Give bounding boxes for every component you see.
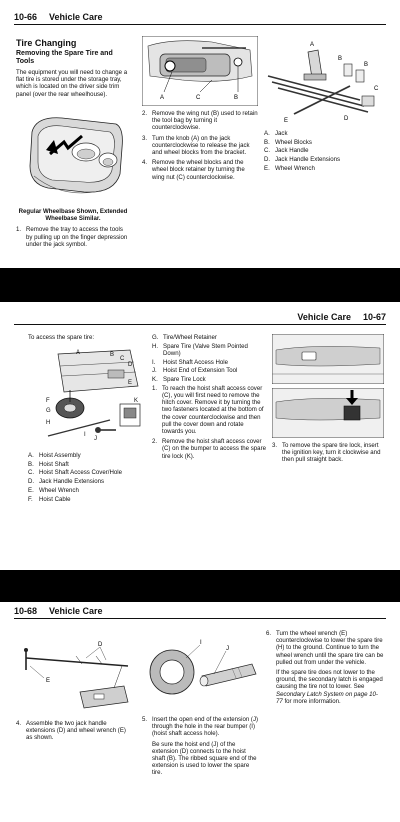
- step-number: 2.: [152, 438, 158, 446]
- step-text: To remove the spare tire lock, insert the ignition key, turn it clockwise and then pull straight back.: [282, 442, 381, 464]
- step-number: 4.: [16, 720, 22, 727]
- section-title: Vehicle Care: [297, 312, 351, 322]
- column-2: [142, 110, 258, 184]
- legend-item: [264, 156, 384, 163]
- fig-label-f: F: [46, 398, 50, 404]
- fig-label-a: A: [76, 350, 81, 356]
- page3-step: [142, 716, 260, 738]
- legend-value: Hoist End of Extension Tool: [163, 367, 238, 375]
- legend-item: [28, 478, 146, 485]
- page1-step: [142, 159, 258, 181]
- legend-key: E.: [264, 164, 270, 172]
- column-1: [16, 720, 134, 745]
- legend-key: C.: [28, 469, 35, 477]
- legend-key: H.: [152, 342, 159, 350]
- step-6-note: [266, 669, 384, 705]
- page2-step: [152, 438, 266, 460]
- legend-item: [28, 496, 146, 503]
- legend-key: F.: [28, 495, 33, 503]
- figure-caption: Regular Wheelbase Shown, Extended Wheelbase Similar.: [18, 208, 128, 223]
- fig-label-g: G: [46, 408, 51, 414]
- cross-reference-link[interactable]: Secondary Latch System on page 10-77: [276, 690, 378, 705]
- legend-key: A.: [28, 452, 34, 459]
- page-separator: [0, 570, 400, 602]
- fig-label-d: D: [344, 116, 349, 122]
- fig-label-j: J: [94, 436, 97, 442]
- legend-column-1: [28, 452, 146, 504]
- legend-key: K.: [152, 376, 158, 384]
- legend-value: Hoist Assembly: [39, 452, 81, 459]
- legend-value: Spare Tire Lock: [163, 376, 206, 384]
- column-3: [266, 630, 384, 708]
- header-rule: [14, 618, 386, 619]
- intro-paragraph: The equipment you will need to change a flat tire is stored under the storage tray, which is located on the driver side trim panel (over the rear wheelhouse).: [16, 69, 128, 98]
- fig-label-a: A: [160, 95, 165, 101]
- bumper-closeup-illustration-top: [272, 334, 384, 384]
- legend-item: [28, 461, 146, 468]
- fig-label-i: I: [200, 640, 202, 646]
- fig-label-c: C: [374, 86, 379, 92]
- legend-value: Wheel Blocks: [275, 138, 312, 146]
- page-header: [14, 310, 386, 322]
- legend-value: Hoist Cable: [39, 495, 71, 503]
- page1-step: [142, 135, 258, 157]
- note-text-end: for more information.: [282, 697, 341, 705]
- column-1: [16, 38, 130, 101]
- legend-item: [264, 139, 384, 146]
- legend-key: B.: [28, 460, 34, 468]
- column-3: [272, 442, 384, 467]
- legend-value: Hoist Shaft: [39, 460, 69, 468]
- page3-step: [16, 720, 134, 742]
- page2-step: [152, 385, 266, 435]
- legend-key: J.: [152, 367, 157, 375]
- header-rule: [14, 324, 386, 325]
- column-2: [152, 334, 266, 463]
- page-header: [14, 604, 386, 616]
- header-rule: [14, 24, 386, 25]
- legend-key: B.: [264, 138, 270, 146]
- assembled-extensions-illustration: [16, 636, 134, 716]
- fig-label-d: D: [128, 362, 133, 368]
- fig-label-a: A: [310, 42, 315, 48]
- legend-item: [28, 487, 146, 494]
- legend-value: Spare Tire (Valve Stem Pointed Down): [163, 342, 248, 357]
- page1-step: [16, 226, 130, 248]
- legend-key: A.: [264, 130, 270, 137]
- legend-value: Jack Handle: [275, 147, 309, 155]
- legend-key: C.: [264, 147, 271, 155]
- fig-label-b: B: [234, 95, 239, 101]
- legend-value: Hoist Shaft Access Hole: [163, 358, 229, 366]
- page1-step: [142, 110, 258, 132]
- subsection-heading: Removing the Spare Tire and Tools: [16, 50, 113, 65]
- fig-label-i: I: [84, 432, 86, 438]
- section-title: Vehicle Care: [49, 12, 103, 22]
- legend-value: Jack Handle Extensions: [39, 478, 105, 486]
- column-1: [28, 334, 142, 344]
- step-text: Turn the wheel wrench (E) counterclockwise to lower the spare tire (H) to the ground. Continue to turn the wheel wrench until the spare tire can be pulled out from under the vehicle.: [276, 630, 384, 666]
- page-number: 10-67: [362, 312, 386, 322]
- page-header: [14, 10, 386, 22]
- jack-compartment-illustration: [142, 36, 258, 106]
- step-number: 3.: [142, 134, 148, 142]
- step-number: 1.: [152, 384, 158, 392]
- fig-label-e: E: [46, 678, 51, 684]
- legend-item: [152, 359, 266, 366]
- step-number: 1.: [16, 226, 22, 234]
- intro-paragraph: To access the spare tire:: [28, 334, 95, 341]
- manual-page-10-66: [0, 0, 400, 268]
- section-title: Vehicle Care: [49, 606, 103, 616]
- step-text: Remove the tray to access the tools by pulling up on the finger depression under the jack symbol.: [26, 226, 128, 248]
- page-number: 10-66: [14, 12, 38, 22]
- fig-label-c: C: [196, 95, 201, 101]
- legend-item: [28, 452, 146, 459]
- fig-label-e: E: [284, 118, 289, 124]
- column-1-lower: [16, 206, 130, 251]
- fig-label-h: H: [46, 420, 51, 426]
- legend-value: Jack Handle Extensions: [275, 156, 341, 164]
- step-number: 6.: [266, 630, 272, 637]
- legend-value: Tire/Wheel Retainer: [163, 334, 217, 341]
- legend-key: D.: [28, 478, 35, 486]
- page-number: 10-68: [14, 606, 38, 616]
- column-2: [142, 716, 260, 780]
- legend-item: [152, 334, 266, 341]
- extension-into-bumper-illustration: [142, 632, 260, 712]
- step-number: 5.: [142, 716, 148, 723]
- fig-label-b2: B: [364, 62, 369, 68]
- storage-tray-illustration: [24, 110, 126, 202]
- fig-label-j: J: [226, 646, 229, 652]
- fig-label-c: C: [120, 356, 125, 362]
- fig-label-d: D: [98, 642, 103, 648]
- page2-step: [272, 442, 384, 464]
- tools-legend: [264, 130, 384, 174]
- page3-step: [266, 630, 384, 666]
- section-heading: Tire Changing: [16, 38, 77, 48]
- legend-item: [28, 469, 146, 476]
- step-text: Insert the open end of the extension (J) through the hole in the rear bumper (I) (hoist shaft access hole).: [152, 716, 259, 738]
- legend-item: [264, 147, 384, 154]
- page-separator: [0, 268, 400, 302]
- legend-value: Wheel Wrench: [39, 486, 79, 494]
- fig-label-e: E: [128, 380, 133, 386]
- step-text: Remove the hoist shaft access cover (C) on the bumper to access the spare tire lock (K).: [162, 438, 266, 460]
- legend-key: D.: [264, 156, 271, 164]
- legend-value: Hoist Shaft Access Cover/Hole: [39, 469, 122, 477]
- legend-key: G.: [152, 334, 159, 341]
- legend-value: Jack: [275, 130, 288, 137]
- legend-value: Wheel Wrench: [275, 164, 315, 172]
- step-number: 4.: [142, 159, 148, 167]
- legend-item: [152, 367, 266, 374]
- legend-key: I.: [152, 358, 156, 366]
- fig-label-b1: B: [338, 56, 343, 62]
- fig-label-b: B: [110, 352, 115, 358]
- manual-page-10-67: [0, 302, 400, 570]
- step-number: 2.: [142, 110, 148, 117]
- step-text: Remove the wing nut (B) used to retain the tool bag by turning it counterclockwise.: [152, 110, 258, 132]
- step-text: Assemble the two jack handle extensions (D) and wheel wrench (E) as shown.: [26, 720, 126, 742]
- step-text: Turn the knob (A) on the jack counterclockwise to release the jack and wheel blocks from the bracket.: [152, 134, 250, 157]
- legend-item: [152, 343, 266, 357]
- step-5-note: Be sure the hoist end (J) of the extension (D) connects to the hoist shaft (B). The ribbed square end of the extension is used to lower the spare tire.: [152, 740, 257, 777]
- legend-item: [264, 165, 384, 172]
- fig-label-k: K: [134, 398, 139, 404]
- note-text: If the spare tire does not lower to the ground, the secondary latch is engaged causing the tire not to lower. See: [276, 669, 383, 691]
- step-text: To reach the hoist shaft access cover (C), you will first need to remove the hitch cover. Remove it by turning the two fasteners located at the bottom of the cover counterclockwise and then pull the cover down and rotate towards you.: [162, 384, 264, 435]
- tools-illustration: [264, 36, 384, 126]
- legend-item: [152, 376, 266, 383]
- manual-page-10-68: [0, 602, 400, 822]
- bumper-closeup-illustration-bottom: [272, 388, 384, 438]
- step-number: 3.: [272, 442, 278, 449]
- legend-item: [264, 130, 384, 137]
- legend-key: E.: [28, 486, 34, 494]
- spare-tire-hoist-illustration: [40, 346, 144, 446]
- step-text: Remove the wheel blocks and the wheel block retainer by turning the wing nut (C) counterclockwise.: [152, 159, 245, 181]
